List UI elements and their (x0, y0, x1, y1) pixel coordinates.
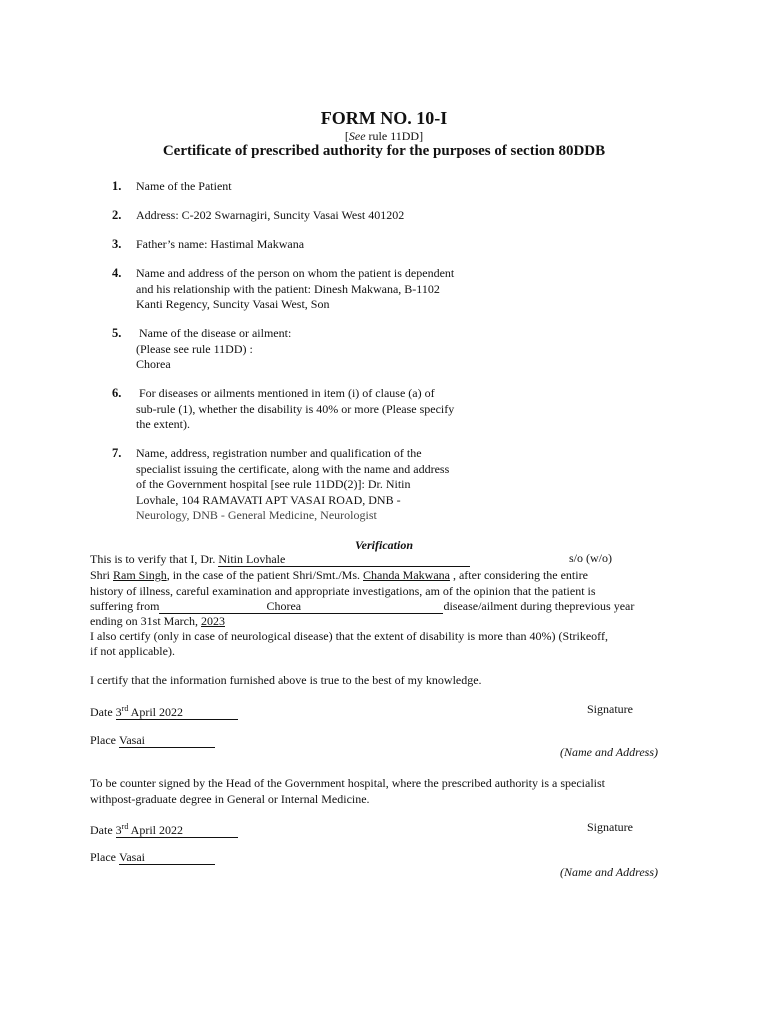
item-line: Neurology, DNB - General Medicine, Neurologist (136, 508, 377, 522)
item-number: 1. (112, 179, 122, 193)
place-field (90, 732, 215, 748)
item-disability (136, 386, 454, 433)
year: 2023 (200, 614, 225, 628)
date-rest: April 2022 (128, 705, 183, 719)
verification-title: Verification (354, 538, 413, 552)
rule-reference: [See rule 11DD] (344, 129, 424, 143)
item-number: 3. (112, 237, 122, 251)
father-name: Ram Singh (113, 568, 167, 582)
item-line: sub-rule (1), whether the disability is 40% or more (Please specify (136, 401, 455, 416)
date-field (90, 820, 238, 838)
date-suffix: rd (121, 704, 129, 713)
item-line: Lovhale, 104 RAMAVATI APT VASAI ROAD, DNB - (136, 492, 401, 507)
place-value: Vasai (119, 734, 215, 748)
item-line: the extent). (136, 417, 190, 431)
item-line: and his relationship with the patient: Dinesh Makwana, B-1102 (136, 281, 440, 296)
item-dependent-person (136, 266, 454, 313)
name-and-address-label: (Name and Address) (560, 745, 658, 759)
form-title: FORM NO. 10-I (320, 108, 448, 128)
date-label: Date (90, 705, 116, 719)
place-value: Vasai (119, 851, 215, 865)
signature-label: Signature (587, 820, 633, 834)
rule-text: rule 11DD (368, 129, 420, 143)
item-line: Name of the Patient (136, 179, 232, 193)
item-line: Name of the disease or ailment: (136, 326, 292, 340)
certificate-heading: Certificate of prescribed authority for the purposes of section 80DDB (162, 143, 606, 159)
item-line: Kanti Regency, Suncity Vasai West, Son (136, 297, 330, 311)
item-line: specialist issuing the certificate, along with the name and address (136, 461, 450, 476)
item-number: 7. (112, 446, 122, 460)
item-line: Name, address, registration number and qualification of the (136, 446, 422, 460)
text: ending on 31st March, (90, 614, 201, 628)
item-number: 2. (112, 208, 122, 222)
item-disease (136, 326, 291, 373)
date-value (116, 820, 238, 838)
verification-line: history of illness, careful examination and appropriate investigations, am of the opinion that the patient is (90, 584, 596, 598)
text: , in the case of the patient Shri/Smt./Ms. (166, 568, 363, 582)
counter-sign-line: To be counter signed by the Head of the Government hospital, where the prescribed authority is a specialist (90, 776, 606, 790)
item-line: of the Government hospital [see rule 11DD(2)]: Dr. Nitin (136, 477, 411, 491)
name-and-address-label: (Name and Address) (560, 865, 658, 879)
text: , after considering the entire (449, 568, 588, 582)
item-line: Address: C-202 Swarnagiri, Suncity Vasai West 401202 (136, 208, 405, 222)
patient-name: Chanda Makwana (363, 568, 450, 582)
date-rest: April 2022 (128, 823, 183, 837)
place-field (90, 849, 215, 865)
date-day: 3 (115, 705, 122, 719)
verification-line (90, 613, 225, 629)
item-line: (Please see rule 11DD) : (136, 341, 253, 356)
verification-line: I also certify (only in case of neurological disease) that the extent of disability is more than 40%) (Strikeoff, (90, 629, 608, 643)
item-address (136, 208, 404, 224)
counter-sign-line: withpost-graduate degree in General or Internal Medicine. (90, 792, 370, 806)
verification-line (90, 598, 634, 614)
item-line: For diseases or ailments mentioned in item (i) of clause (a) of (136, 386, 435, 400)
item-line: Name and address of the person on whom the patient is dependent (136, 266, 455, 280)
so-wo-label: s/o (w/o) (569, 551, 612, 565)
place-label: Place (90, 850, 119, 864)
text: Shri (90, 568, 114, 582)
rule-see: See (348, 129, 366, 143)
verification-line (90, 567, 588, 583)
item-specialist (136, 446, 449, 524)
text: suffering from (90, 599, 160, 613)
signature-label: Signature (587, 702, 633, 716)
place-label: Place (90, 733, 119, 747)
text: This is to verify that I, Dr. (90, 552, 219, 566)
verification-line (90, 551, 470, 567)
date-field (90, 702, 238, 720)
item-line: Chorea (136, 357, 171, 371)
date-day: 3 (115, 823, 122, 837)
verification-line: if not applicable). (90, 644, 175, 658)
item-number: 5. (112, 326, 122, 340)
text: disease/ailment during theprevious year (443, 599, 635, 613)
item-number: 6. (112, 386, 122, 400)
date-suffix: rd (121, 822, 129, 831)
disease-name: Chorea (159, 600, 443, 614)
item-father-name (136, 237, 304, 253)
date-value (116, 702, 238, 720)
date-label: Date (90, 823, 116, 837)
item-number: 4. (112, 266, 122, 280)
item-patient-name (136, 179, 232, 195)
item-line: Father’s name: Hastimal Makwana (136, 237, 305, 251)
doctor-name: Nitin Lovhale (218, 553, 470, 567)
certify-statement: I certify that the information furnished above is true to the best of my knowledge. (90, 673, 482, 687)
